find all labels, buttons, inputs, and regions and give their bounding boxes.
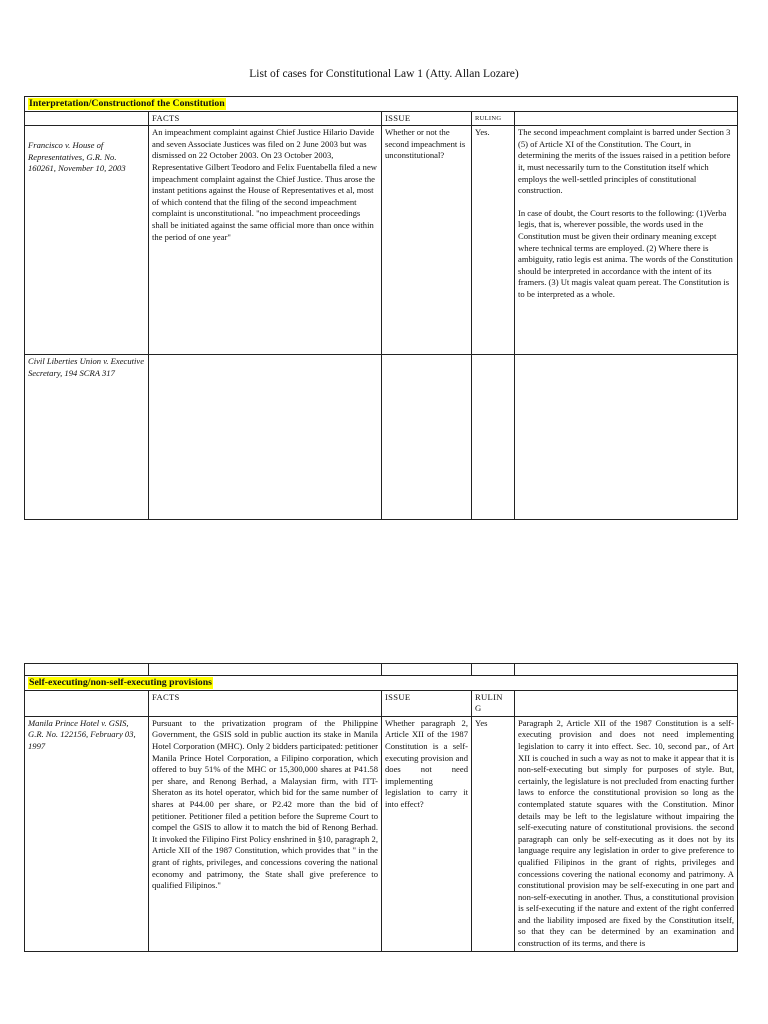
case-facts <box>149 355 382 520</box>
header-issue: ISSUE <box>382 111 472 126</box>
table-row <box>25 716 738 951</box>
blank-cell <box>149 664 382 676</box>
case-issue: Whether or not the second impeachment is unconstitutional? <box>382 126 472 355</box>
section-title-row <box>25 97 738 112</box>
column-header-row <box>25 690 738 716</box>
header-ruling: RULING <box>472 111 515 126</box>
header-discussion-cell <box>515 111 738 126</box>
header-facts: FACTS <box>149 690 382 716</box>
case-facts: An impeachment complaint against Chief Justice Hilario Davide and seven Associate Justices was filed on 2 June 2003 but was dismissed on 22 October 2003. On 23 October 2003, Representative Gilbert Teodoro and Felix Fuentabella filed a new impeachment complaint against the Chief Justice. Thus arose the instant petitions against the House of Representatives et al, most of which contend that the filing of the second impeachment complaint is unconstitutional. "no impeachment proceedings shall be initiated against the same official more than once within the period of one year" <box>149 126 382 355</box>
section-title-cell <box>25 676 738 691</box>
discussion-paragraph: The second impeachment complaint is barred under Section 3 (5) of Article XI of the Constitution. The Court, in determining the merits of the issues raised in a petition before it, must necessarily turn to the Constitution itself which employs the well-settled principles of constitutional construction. <box>518 127 731 196</box>
header-case-cell <box>25 111 149 126</box>
document-title: List of cases for Constitutional Law 1 (Atty. Allan Lozare) <box>249 68 519 80</box>
cases-table-interpretation <box>24 96 738 520</box>
blank-cell <box>515 664 738 676</box>
paragraph-spacer <box>518 197 734 208</box>
blank-cell <box>382 664 472 676</box>
case-ruling: Yes <box>472 716 515 951</box>
case-discussion <box>515 126 738 355</box>
table-row <box>25 126 738 355</box>
blank-top-row <box>25 664 738 676</box>
case-name: Manila Prince Hotel v. GSIS, G.R. No. 122156, February 03, 1997 <box>25 716 149 951</box>
case-name: Civil Liberties Union v. Executive Secretary, 194 SCRA 317 <box>25 355 149 520</box>
table-row <box>25 355 738 520</box>
case-discussion: Paragraph 2, Article XII of the 1987 Constitution is a self-executing provision and does not need implementing legislation to carry it into effect. Sec. 10, second par., of Art XII is couched in such a way as not to make it appear that it is non-self-executing but simply for purposes of style. But, certainly, the legislature is not precluded from enacting further laws to enforce the constitutional provision so long as the contemplated statute squares with the Constitution. Minor details may be left to the legislature without impairing the self-executing nature of constitutional provisions. the second paragraph can only be self-executing as it does not by its language require any legislation in order to give preference to qualified Filipinos in the grant of rights, privileges and concessions covering the national economy and patrimony. A constitutional provision may be self-executing in one part and non-self-executing in another. Thus, a constitutional provision is self-executing if the nature and extent of the right conferred and the liability imposed are fixed by the Constitution itself, so that they can be determined by an examination and construction of its terms, and there is <box>515 716 738 951</box>
case-issue <box>382 355 472 520</box>
case-issue: Whether paragraph 2, Article XII of the 1987 Constitution is a self-executing provision and does not need implementing legislation to carry it into effect? <box>382 716 472 951</box>
header-discussion-cell <box>515 690 738 716</box>
blank-cell <box>472 664 515 676</box>
header-case-cell <box>25 690 149 716</box>
blank-cell <box>25 664 149 676</box>
case-name: Francisco v. House of Representatives, G.R. No. 160261, November 10, 2003 <box>25 126 149 355</box>
section-title: Self-executing/non-self-executing provisions <box>29 677 212 688</box>
column-header-row <box>25 111 738 126</box>
section-title: Interpretation/Constructionof the Constitution <box>29 98 225 109</box>
cases-table-self-executing <box>24 663 738 952</box>
section-title-cell <box>25 97 738 112</box>
header-facts: FACTS <box>149 111 382 126</box>
header-issue: ISSUE <box>382 690 472 716</box>
discussion-paragraph: In case of doubt, the Court resorts to the following: (1)Verba legis, that is, wherever possible, the words used in the Constitution must be given their ordinary meaning except where technical terms are employed. (2) Where there is ambiguity, ratio legis est anima. The words of the Constitution should be interpreted in accordance with the intent of its framers. (3) Ut magis valeat quam pereat. The Constitution is to be interpreted as a whole. <box>518 207 733 299</box>
case-discussion <box>515 355 738 520</box>
section-title-row <box>25 676 738 691</box>
case-ruling: Yes. <box>472 126 515 355</box>
case-ruling <box>472 355 515 520</box>
case-facts: Pursuant to the privatization program of the Philippine Government, the GSIS sold in public auction its stake in Manila Hotel Corporation (MHC). Only 2 bidders participated: petitioner Manila Prince Hotel Corporation, a Filipino corporation, which offered to buy 51% of the MHC or 15,300,000 shares at P41.58 per share, and Renong Berhad, a Malaysian firm, with ITT-Sheraton as its hotel operator, which bid for the same number of shares at P44.00 per share, or P2.42 more than the bid of petitioner. Petitioner filed a petition before the Supreme Court to compel the GSIS to allow it to match the bid of Renong Berhad. It invoked the Filipino First Policy enshrined in §10, paragraph 2, Article XII of the 1987 Constitution, which provides that " in the grant of rights, privileges, and concessions covering the national economy and patrimony, the State shall give preference to qualified Filipinos." <box>149 716 382 951</box>
header-ruling: RULIN G <box>472 690 515 716</box>
